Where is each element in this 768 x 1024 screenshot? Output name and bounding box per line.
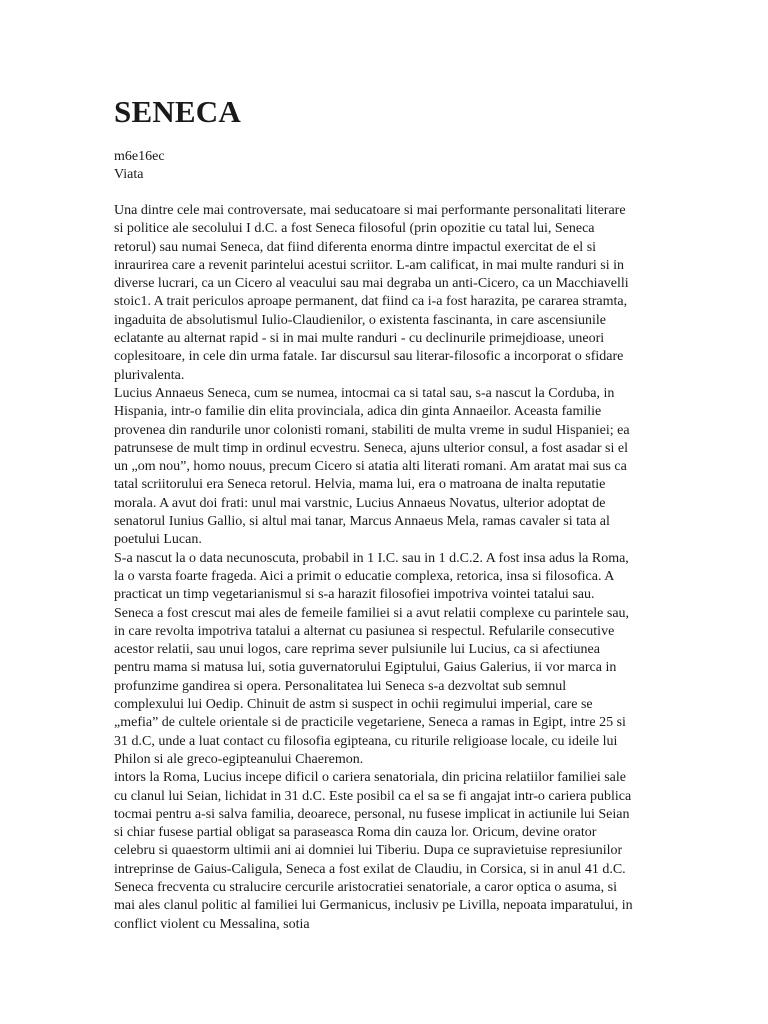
paragraph-youth: S-a nascut la o data necunoscuta, probabil in 1 I.C. sau in 1 d.C.2. A fost insa adus la Roma, la o varsta foarte frageda. Aici a primit o educatie complexa, retorica, insa si filosofica. A practicat un timp vegetarianismul si s-a harazit filosofiei impotriva vointei tatalui sau. Seneca a fost crescut mai ales de femeile familiei si a avut relatii complexe cu parintele sau, in care revolta impotriva tatalui a alternat cu pasiunea si respectul. Refularile consecutive acestor relatii, sau unui logos, care reprima sever pulsiunile lui Lucius, ca si afectiunea pentru mama si matusa lui, sotia guvernatorului Egiptului, Gaius Galerius, ii vor marca in profunzime gandirea si opera. Personalitatea lui Seneca s-a dezvoltat sub semnul complexului lui Oedip. Chinuit de astm si suspect in ochii regimului imperial, care se „mefia” de cultele orientale si de practicile vegetariene, Seneca a ramas in Egipt, intre 25 si 31 d.C, unde a luat contact cu filosofia egipteana, cu riturile religioase locale, cu ideile lui Philon si ale greco-egipteanului Chaeremon.	[114, 550, 630, 767]
paragraph-career: intors la Roma, Lucius incepe dificil o cariera senatoriala, din pricina relatiilor familiei sale cu clanul lui Seian, lichidat in 31 d.C. Este posibil ca el sa se fi angajat intr-o cariera publica tocmai pentru a-si salva familia, deoarece, personal, nu fusese implicat in actiunile lui Seian si chiar fusese partial obligat sa paraseasca Roma din cauza lor. Oricum, devine orator celebru si quaestorm ultimii ani ai domniei lui Tiberiu. Dupa ce supravietuise represiunilor intreprinse de Gaius-Caligula, Seneca a fost exilat de Claudiu, in Corsica, si in anul 41 d.C. Seneca frecventa cu stralucire cercurile aristocratiei senatoriale, a caror optica o asuma, si mai ales clanul politic al familiei lui Germanicus, inclusiv pe Livilla, nepoata imparatului, in conflict violent cu Messalina, sotia	[114, 770, 633, 932]
section-heading: Viata	[114, 167, 144, 182]
document-page	[114, 92, 634, 934]
document-body	[114, 202, 634, 934]
document-code: m6e16ec	[114, 149, 165, 164]
document-meta	[114, 148, 634, 184]
paragraph-family: Lucius Annaeus Seneca, cum se numea, intocmai ca si tatal sau, s-a nascut la Corduba, in Hispania, intr-o familie din elita provinciala, adica din ginta Annaeilor. Aceasta familie provenea din randurile unor colonisti romani, stabiliti de multa vreme in sudul Hispaniei; ea patrunsese de mult timp in ordinul ecvestru. Seneca, ajuns ulterior consul, a fost asadar si el un „om nou”, homo nouus, precum Cicero si atatia alti literati romani. Am aratat mai sus ca tatal scriitorului era Seneca retorul. Helvia, mama lui, era o matroana de inalta reputatie morala. A avut doi frati: unul mai varstnic, Lucius Annaeus Novatus, ulterior adoptat de senatorul Iunius Gallio, si altul mai tanar, Marcus Annaeus Mela, ramas cavaler si tata al poetului Lucan.	[114, 385, 630, 548]
paragraph-intro: Una dintre cele mai controversate, mai seducatoare si mai performante personalitati literare si politice ale secolului I d.C. a fost Seneca filosoful (prin opozitie cu tatal lui, Seneca retorul) sau numai Seneca, dat fiind diferenta enorma dintre impactul exercitat de el si inraurirea care a revenit parintelui acestui scriitor. L-am calificat, in mai multe randuri si in diverse lucrari, ca un Cicero al veacului sau mai degraba un anti-Cicero, ca un Macchiavelli stoic1. A trait periculos aproape permanent, dat fiind ca i-a fost harazita, pe cararea stramta, ingaduita de absolutismul Iulio-Claudienilor, o existenta fascinanta, in care ascensiunile eclatante au alternat rapid - si in mai multe randuri - cu declinurile primejdioase, uneori coplesitoare, in cele din urma fatale. Iar discursul sau literar-filosofic a incorporat o sfidare plurivalenta.	[114, 203, 629, 383]
document-title: SENECA	[114, 94, 241, 129]
